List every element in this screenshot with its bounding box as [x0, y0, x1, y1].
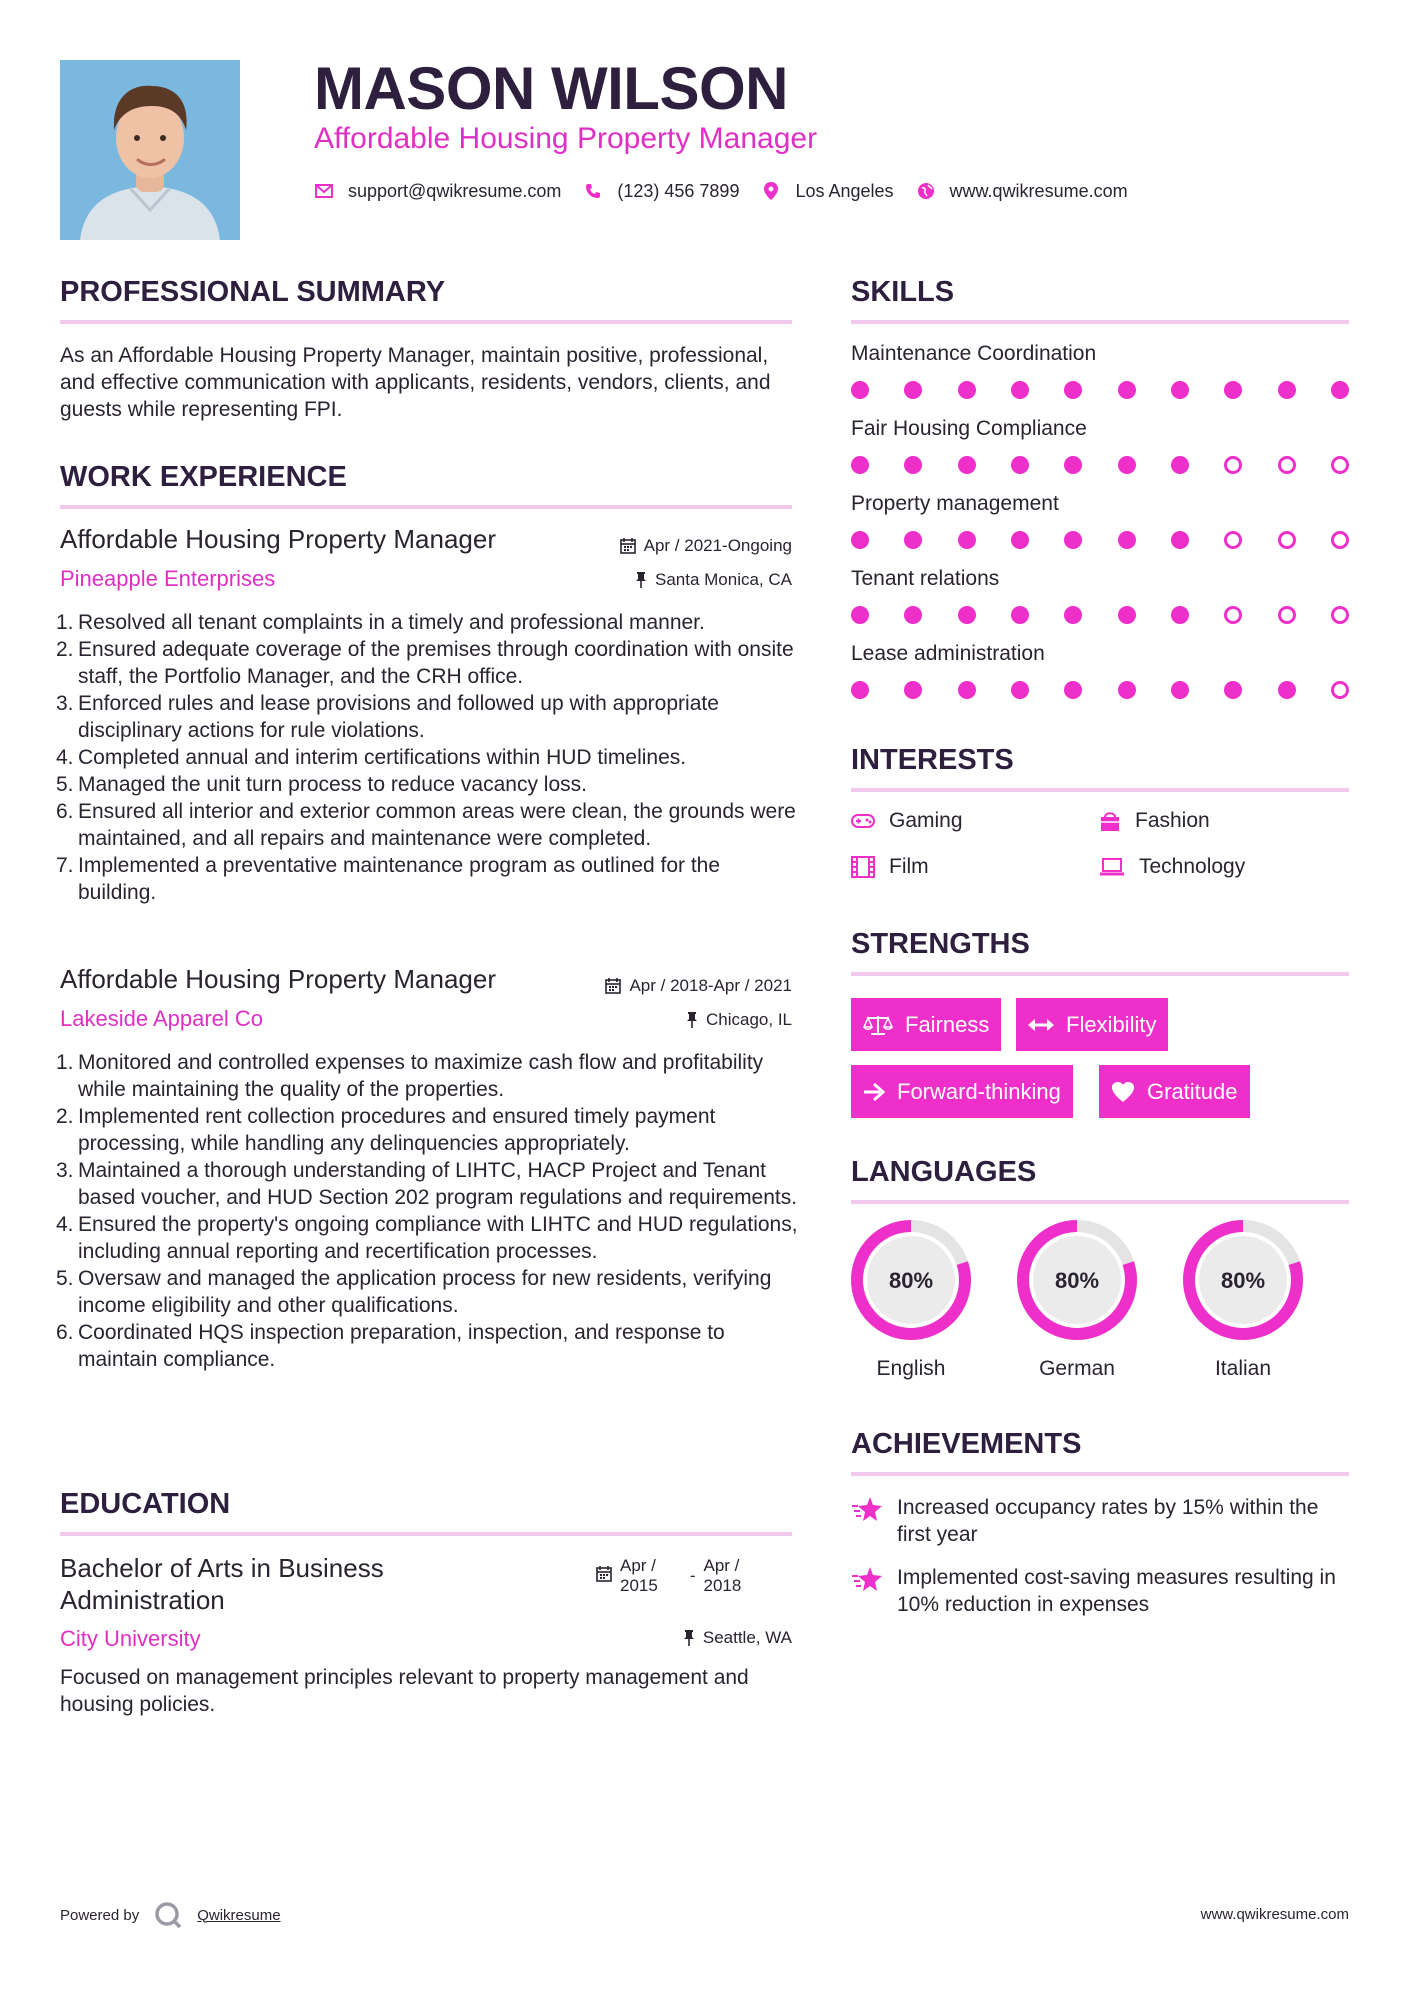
rating-dot-filled [1011, 531, 1029, 549]
rating-dot-filled [958, 456, 976, 474]
strength-flexibility: Flexibility [1016, 998, 1168, 1051]
skill-rating [851, 456, 1349, 476]
profile-photo [60, 60, 240, 240]
star-icon [851, 1496, 883, 1522]
responsibility-item: 2. Ensured adequate coverage of the premises through coordination with onsite staff, the Portfolio Manager, and the CRH office. [56, 638, 794, 688]
film-icon [851, 856, 875, 878]
candidate-name: MASON WILSON [314, 55, 788, 122]
responsibility-item: 4. Completed annual and interim certifications within HUD timelines. [56, 746, 687, 769]
job-company: Pineapple Enterprises [60, 566, 276, 591]
footer-website[interactable]: www.qwikresume.com [1200, 1906, 1349, 1923]
summary-divider [60, 320, 792, 324]
rating-dot-filled [1278, 381, 1296, 399]
responsibility-item: 5. Managed the unit turn process to reduce vacancy loss. [56, 773, 587, 796]
rating-dot-filled [1278, 681, 1296, 699]
language-ring [1181, 1218, 1305, 1342]
rating-dot-filled [1171, 531, 1189, 549]
rating-dot-filled [1011, 381, 1029, 399]
responsibility-item: 5. Oversaw and managed the application process for new residents, verifying income eligibility and other qualifications. [56, 1267, 772, 1317]
job-title: Affordable Housing Property Manager [60, 524, 496, 554]
responsibility-item: 1. Monitored and controlled expenses to maximize cash flow and profitability while maintaining the quality of the properties. [56, 1051, 764, 1101]
job-responsibilities [56, 1049, 800, 1373]
rating-dot-filled [851, 381, 869, 399]
experience-heading: WORK EXPERIENCE [60, 461, 347, 493]
skill-rating [851, 381, 1349, 401]
skill-label: Maintenance Coordination [851, 342, 1097, 365]
globe-icon [916, 181, 936, 201]
rating-dot-empty [1224, 531, 1242, 549]
shopping-bag-icon [1099, 810, 1121, 832]
languages-heading: LANGUAGES [851, 1156, 1037, 1188]
rating-dot-filled [851, 606, 869, 624]
job-title: Affordable Housing Property Manager [60, 964, 496, 994]
rating-dot-empty [1331, 681, 1349, 699]
achievements-divider [851, 1472, 1349, 1476]
achievement-item: Increased occupancy rates by 15% within the first year [851, 1494, 1351, 1548]
education-dates: Apr / 2015 - Apr / 2018 [596, 1556, 741, 1596]
language-label: English [876, 1357, 946, 1380]
skill-rating [851, 681, 1349, 701]
school-name: City University [60, 1626, 201, 1651]
language-item [849, 1218, 973, 1381]
rating-dot-filled [1118, 681, 1136, 699]
rating-dot-filled [1064, 681, 1082, 699]
rating-dot-empty [1331, 531, 1349, 549]
responsibility-item: 3. Maintained a thorough understanding of LIHTC, HACP Project and Tenant based voucher, and HUD Section 202 program regulations and requirements. [56, 1159, 798, 1209]
rating-dot-filled [1011, 681, 1029, 699]
rating-dot-filled [958, 531, 976, 549]
job-dates: Apr / 2018-Apr / 2021 [605, 976, 792, 996]
language-ring [849, 1218, 973, 1342]
pin-icon [686, 1012, 698, 1028]
arrow-right-icon [863, 1082, 885, 1102]
interest-technology: Technology [1099, 855, 1245, 879]
education-description: Focused on management principles relevant to property management and housing policies. [60, 1666, 749, 1716]
rating-dot-filled [1118, 531, 1136, 549]
rating-dot-filled [904, 606, 922, 624]
summary-heading: PROFESSIONAL SUMMARY [60, 276, 446, 308]
calendar-icon [596, 1566, 612, 1582]
skill-label: Fair Housing Compliance [851, 417, 1087, 440]
rating-dot-filled [851, 456, 869, 474]
contact-email[interactable]: support@qwikresume.com [348, 180, 562, 201]
skill-label: Property management [851, 492, 1059, 515]
responsibility-item: 3. Enforced rules and lease provisions and followed up with appropriate disciplinary actions for rule violations. [56, 692, 719, 742]
rating-dot-empty [1224, 456, 1242, 474]
interests-heading: INTERESTS [851, 744, 1014, 776]
pin-icon [635, 572, 647, 588]
rating-dot-empty [1278, 456, 1296, 474]
footer-powered-by: Powered by Qwikresume [60, 1900, 281, 1930]
rating-dot-filled [904, 531, 922, 549]
rating-dot-empty [1278, 531, 1296, 549]
strength-fairness: Fairness [851, 998, 1001, 1051]
education-heading: EDUCATION [60, 1488, 231, 1520]
responsibility-item: 2. Implemented rent collection procedures and ensured timely payment processing, while handling any delinquencies appropriately. [56, 1105, 716, 1155]
rating-dot-filled [1064, 381, 1082, 399]
rating-dot-filled [1331, 381, 1349, 399]
skills-divider [851, 320, 1349, 324]
rating-dot-filled [851, 681, 869, 699]
rating-dot-filled [851, 531, 869, 549]
contact-phone[interactable]: (123) 456 7899 [617, 180, 740, 201]
rating-dot-empty [1278, 606, 1296, 624]
rating-dot-filled [1118, 381, 1136, 399]
rating-dot-filled [1171, 456, 1189, 474]
languages-divider [851, 1200, 1349, 1204]
heart-icon [1111, 1081, 1135, 1103]
job-dates: Apr / 2021-Ongoing [620, 536, 792, 556]
laptop-icon [1099, 857, 1125, 877]
phone-icon [583, 181, 603, 201]
contact-website[interactable]: www.qwikresume.com [949, 180, 1128, 201]
rating-dot-filled [1011, 606, 1029, 624]
qwikresume-logo-icon [153, 1900, 183, 1930]
language-percent: 80% [888, 1268, 934, 1293]
language-ring [1015, 1218, 1139, 1342]
interest-film: Film [851, 855, 929, 879]
rating-dot-filled [1064, 456, 1082, 474]
skill-rating [851, 531, 1349, 551]
contact-location: Los Angeles [795, 180, 894, 201]
skill-label: Tenant relations [851, 567, 1000, 590]
rating-dot-filled [1118, 456, 1136, 474]
language-item [1015, 1218, 1139, 1381]
rating-dot-filled [1011, 456, 1029, 474]
responsibility-item: 7. Implemented a preventative maintenance program as outlined for the building. [56, 854, 721, 904]
strength-gratitude: Gratitude [1099, 1065, 1250, 1118]
degree-title: Bachelor of Arts in Business Administration [60, 1553, 384, 1615]
responsibility-item: 6. Ensured all interior and exterior common areas were clean, the grounds were maintained, and all repairs and maintenance were completed. [56, 800, 796, 850]
rating-dot-filled [1224, 381, 1242, 399]
language-label: Italian [1214, 1357, 1272, 1380]
interest-fashion: Fashion [1099, 809, 1210, 833]
rating-dot-filled [1064, 606, 1082, 624]
rating-dot-filled [958, 681, 976, 699]
language-percent: 80% [1054, 1268, 1100, 1293]
responsibility-item: 6. Coordinated HQS inspection preparation, inspection, and response to maintain compliance. [56, 1321, 725, 1371]
language-label: German [1039, 1357, 1115, 1380]
skills-heading: SKILLS [851, 276, 955, 308]
rating-dot-filled [958, 606, 976, 624]
strengths-heading: STRENGTHS [851, 928, 1030, 960]
rating-dot-filled [958, 381, 976, 399]
language-percent: 80% [1220, 1268, 1266, 1293]
rating-dot-filled [1224, 681, 1242, 699]
language-item [1181, 1218, 1305, 1381]
rating-dot-filled [1171, 681, 1189, 699]
pin-icon [683, 1630, 695, 1646]
skill-rating [851, 606, 1349, 626]
rating-dot-empty [1331, 456, 1349, 474]
achievements-heading: ACHIEVEMENTS [851, 1428, 1082, 1460]
footer-brand-link[interactable]: Qwikresume [197, 1906, 281, 1924]
job-location: Chicago, IL [686, 1010, 792, 1030]
skill-label: Lease administration [851, 642, 1045, 665]
responsibility-item: 1. Resolved all tenant complaints in a timely and professional manner. [56, 611, 705, 634]
contact-bar [314, 178, 1150, 204]
job-location: Santa Monica, CA [635, 570, 792, 590]
rating-dot-filled [904, 381, 922, 399]
interests-divider [851, 788, 1349, 792]
experience-divider [60, 505, 792, 509]
rating-dot-filled [1118, 606, 1136, 624]
map-pin-icon [761, 181, 781, 201]
job-responsibilities [56, 609, 800, 906]
strengths-divider [851, 972, 1349, 976]
envelope-icon [314, 181, 334, 201]
rating-dot-filled [1171, 381, 1189, 399]
star-icon [851, 1566, 883, 1592]
summary-text: As an Affordable Housing Property Manager, maintain positive, professional, and effective communication with applicants, residents, vendors, clients, and guests while representing FPI. [60, 344, 771, 421]
education-location: Seattle, WA [683, 1628, 792, 1648]
job-company: Lakeside Apparel Co [60, 1006, 264, 1031]
rating-dot-empty [1224, 606, 1242, 624]
balance-scale-icon [863, 1014, 893, 1036]
calendar-icon [605, 978, 621, 994]
rating-dot-filled [904, 681, 922, 699]
responsibility-item: 4. Ensured the property's ongoing compliance with LIHTC and HUD regulations, including annual reporting and recertification processes. [56, 1213, 798, 1263]
candidate-title: Affordable Housing Property Manager [314, 122, 818, 155]
rating-dot-filled [904, 456, 922, 474]
gamepad-icon [851, 813, 875, 829]
rating-dot-empty [1331, 606, 1349, 624]
arrows-horizontal-icon [1028, 1018, 1054, 1032]
calendar-icon [620, 538, 636, 554]
rating-dot-filled [1064, 531, 1082, 549]
education-divider [60, 1532, 792, 1536]
achievement-item: Implemented cost-saving measures resulting in 10% reduction in expenses [851, 1564, 1351, 1618]
strength-forward-thinking: Forward-thinking [851, 1065, 1073, 1118]
rating-dot-filled [1171, 606, 1189, 624]
interest-gaming: Gaming [851, 809, 963, 833]
